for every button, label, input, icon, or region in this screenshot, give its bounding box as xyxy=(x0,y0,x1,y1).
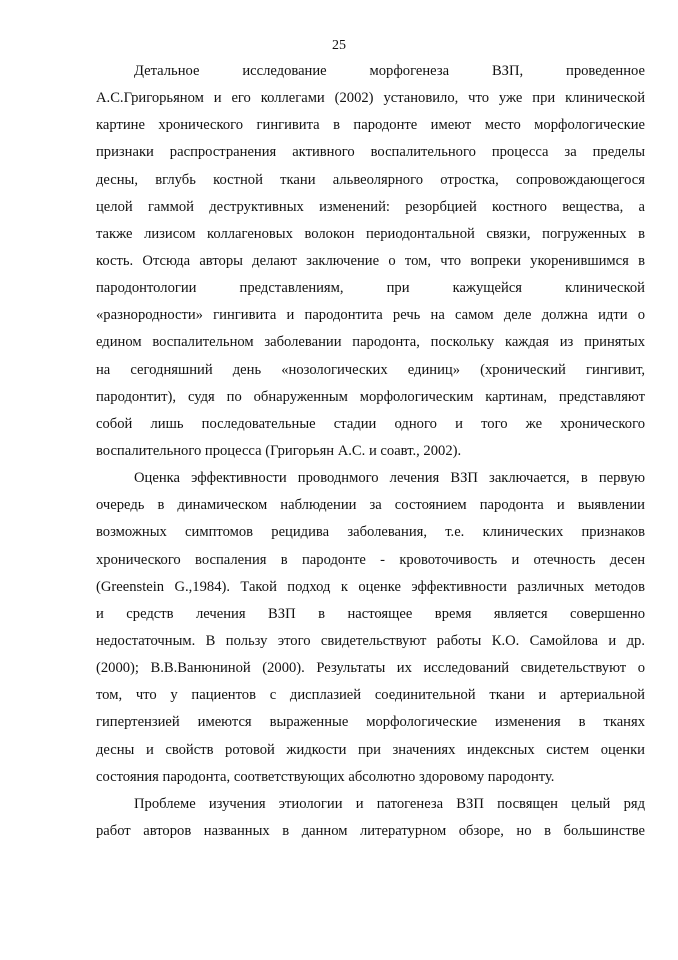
text-line: (Greenstein G.,1984). Такой подход к оценке эффективности различных методов xyxy=(96,578,645,595)
text-line: недостаточным. В пользу этого свидетельствуют работы К.О. Самойлова и др. xyxy=(96,632,645,649)
text-line: собой лишь последовательные стадии одного и того же хронического xyxy=(96,415,645,432)
paragraph-3 xyxy=(96,791,645,845)
text-line: на сегодняшний день «нозологических единиц» (хронический гингивит, xyxy=(96,361,645,378)
text-line: гипертензией имеются выраженные морфологические изменения в тканях xyxy=(96,714,645,731)
text-line: также лизисом коллагеновых волокон периодонтальной связки, погруженных в xyxy=(96,225,645,242)
text-line: пародонтологии представлениям, при кажущейся клинической xyxy=(96,280,645,297)
body-text xyxy=(96,58,645,845)
text-line: работ авторов названных в данном литературном обзоре, но в большинстве xyxy=(96,822,645,839)
text-line: пародонтит), судя по обнаруженным морфологическим картинам, представляют xyxy=(96,388,645,405)
text-line: десны, вглубь костной ткани альвеолярного отростка, сопровождающегося xyxy=(96,171,645,188)
paragraph-1 xyxy=(96,58,645,465)
text-line: том, что у пациентов с дисплазией соединительной ткани и артериальной xyxy=(96,687,645,704)
text-line: кость. Отсюда авторы делают заключение о том, что вопреки укоренившимся в xyxy=(96,252,645,269)
paragraph-2 xyxy=(96,465,645,791)
text-line: А.С.Григорьяном и его коллегами (2002) установило, что уже при клинической xyxy=(96,90,645,107)
text-line: признаки распространения активного воспалительного процесса за пределы xyxy=(96,144,645,161)
text-line: возможных симптомов рецидива заболевания, т.е. клинических признаков xyxy=(96,524,645,541)
text-line: Проблеме изучения этиологии и патогенеза ВЗП посвящен целый ряд xyxy=(134,795,645,812)
text-line: и средств лечения ВЗП в настоящее время является совершенно xyxy=(96,605,645,622)
text-line: десны и свойств ротовой жидкости при значениях индексных систем оценки xyxy=(96,741,645,758)
text-line: хронического воспаления в пародонте - кровоточивость и отечность десен xyxy=(96,551,645,568)
text-line: очередь в динамическом наблюдении за состоянием пародонта и выявлении xyxy=(96,497,645,514)
text-line: (2000); В.В.Ванюниной (2000). Результаты их исследований свидетельствуют о xyxy=(96,660,645,677)
text-line: Оценка эффективности проводнмого лечения ВЗП заключается, в первую xyxy=(134,470,645,487)
text-line: целой гаммой деструктивных изменений: резорбцией костного вещества, а xyxy=(96,198,645,215)
text-line: едином воспалительном заболевании пародонта, поскольку каждая из принятых xyxy=(96,334,645,351)
text-line: Детальное исследование морфогенеза ВЗП, проведенное xyxy=(134,63,645,79)
text-line: «разнородности» гингивита и пародонтита речь на самом деле должна идти о xyxy=(96,307,645,324)
text-line: состояния пародонта, соответствующих абсолютно здоровому пародонту. xyxy=(96,768,555,785)
page-number: 25 xyxy=(332,38,346,53)
text-line: картине хронического гингивита в пародонте имеют место морфологические xyxy=(96,117,645,134)
text-line: воспалительного процесса (Григорьян А.С. и соавт., 2002). xyxy=(96,442,462,459)
